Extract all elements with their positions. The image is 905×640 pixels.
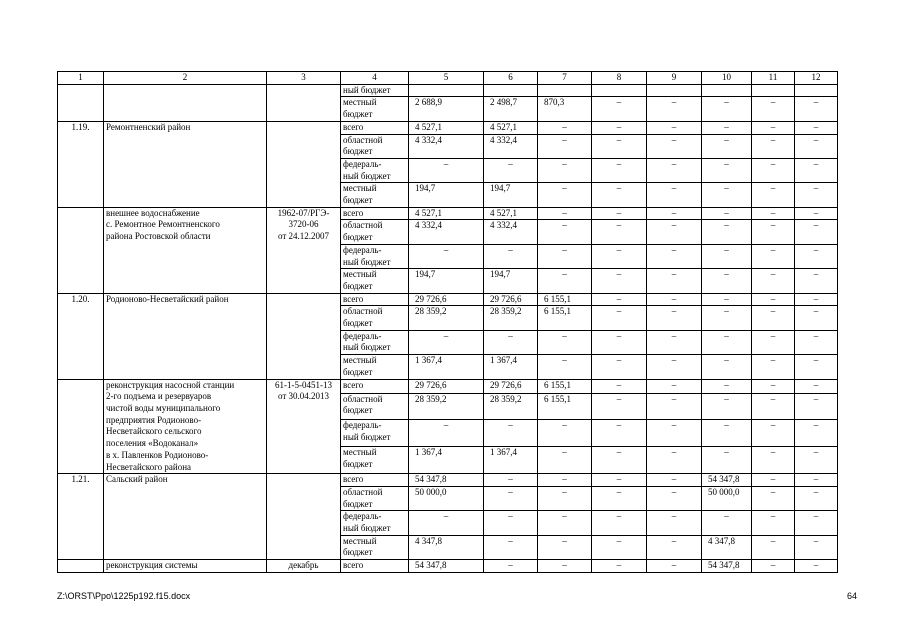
project-doc-cell: [267, 121, 341, 207]
amount-cell: –: [647, 306, 702, 330]
amount-cell: 29 726,6: [484, 379, 538, 393]
table-row: [58, 560, 838, 573]
amount-cell: –: [592, 511, 647, 535]
amount-cell: –: [795, 220, 838, 244]
funding-source-cell: областной бюджет: [341, 486, 409, 510]
item-number-cell: [58, 207, 104, 293]
amount-cell: –: [702, 158, 752, 182]
amount-cell: –: [538, 158, 592, 182]
amount-cell: –: [752, 511, 795, 535]
funding-source-cell: местный бюджет: [341, 535, 409, 559]
table-row: [58, 293, 838, 306]
amount-cell: –: [702, 269, 752, 293]
amount-cell: –: [538, 535, 592, 559]
funding-source-cell: всего: [341, 293, 409, 306]
amount-cell: –: [409, 330, 484, 354]
amount-cell: –: [752, 355, 795, 379]
amount-cell: –: [752, 121, 795, 134]
amount-cell: –: [752, 97, 795, 121]
amount-cell: –: [592, 306, 647, 330]
funding-source-cell: всего: [341, 121, 409, 134]
table-row: [58, 207, 838, 220]
column-number: 1: [58, 72, 104, 85]
column-number: 10: [702, 72, 752, 85]
funding-source-cell: областной бюджет: [341, 220, 409, 244]
amount-cell: –: [752, 535, 795, 559]
funding-source-cell: всего: [341, 474, 409, 487]
project-doc-cell: [267, 474, 341, 560]
amount-cell: –: [702, 97, 752, 121]
amount-cell: –: [647, 269, 702, 293]
amount-cell: 1 367,4: [409, 355, 484, 379]
funding-source-cell: областной бюджет: [341, 306, 409, 330]
amount-cell: –: [484, 486, 538, 510]
amount-cell: 4 527,1: [409, 121, 484, 134]
amount-cell: –: [538, 220, 592, 244]
column-number: 9: [647, 72, 702, 85]
amount-cell: –: [538, 511, 592, 535]
amount-cell: –: [647, 393, 702, 420]
amount-cell: –: [752, 158, 795, 182]
amount-cell: –: [592, 134, 647, 158]
amount-cell: –: [647, 474, 702, 487]
amount-cell: –: [538, 134, 592, 158]
project-doc-cell: декабрь: [267, 560, 341, 573]
amount-cell: –: [795, 474, 838, 487]
amount-cell: –: [592, 244, 647, 268]
amount-cell: –: [752, 330, 795, 354]
amount-cell: 6 155,1: [538, 393, 592, 420]
amount-cell: –: [538, 447, 592, 474]
table-row: [58, 121, 838, 134]
amount-cell: 4 332,4: [409, 134, 484, 158]
amount-cell: –: [795, 269, 838, 293]
funding-source-cell: областной бюджет: [341, 134, 409, 158]
amount-cell: 6 155,1: [538, 306, 592, 330]
object-name-cell: внешнее водоснабжение с. Ремонтное Ремонтненского района Ростовской области: [104, 207, 267, 293]
amount-cell: –: [592, 447, 647, 474]
amount-cell: 4 527,1: [484, 121, 538, 134]
amount-cell: –: [484, 474, 538, 487]
amount-cell: –: [409, 420, 484, 447]
amount-cell: –: [795, 306, 838, 330]
funding-source-cell: местный бюджет: [341, 355, 409, 379]
amount-cell: –: [795, 420, 838, 447]
amount-cell: –: [702, 511, 752, 535]
amount-cell: 6 155,1: [538, 379, 592, 393]
amount-cell: –: [647, 244, 702, 268]
amount-cell: [752, 84, 795, 97]
amount-cell: –: [538, 420, 592, 447]
amount-cell: 2 688,9: [409, 97, 484, 121]
amount-cell: –: [752, 293, 795, 306]
amount-cell: –: [592, 393, 647, 420]
amount-cell: –: [592, 269, 647, 293]
amount-cell: –: [795, 379, 838, 393]
amount-cell: [538, 84, 592, 97]
item-number-cell: 1.21.: [58, 474, 104, 560]
amount-cell: –: [592, 183, 647, 207]
amount-cell: –: [592, 158, 647, 182]
amount-cell: –: [752, 420, 795, 447]
amount-cell: –: [702, 134, 752, 158]
amount-cell: –: [484, 560, 538, 573]
amount-cell: 4 332,4: [409, 220, 484, 244]
amount-cell: 194,7: [409, 269, 484, 293]
funding-source-cell: всего: [341, 379, 409, 393]
amount-cell: –: [795, 486, 838, 510]
amount-cell: –: [795, 511, 838, 535]
amount-cell: –: [795, 535, 838, 559]
amount-cell: –: [538, 183, 592, 207]
amount-cell: –: [752, 244, 795, 268]
table-row: [58, 84, 838, 97]
amount-cell: –: [647, 158, 702, 182]
amount-cell: –: [795, 183, 838, 207]
amount-cell: –: [538, 269, 592, 293]
amount-cell: –: [752, 379, 795, 393]
amount-cell: –: [592, 220, 647, 244]
amount-cell: –: [538, 474, 592, 487]
funding-source-cell: федераль- ный бюджет: [341, 158, 409, 182]
amount-cell: –: [592, 379, 647, 393]
amount-cell: –: [795, 560, 838, 573]
amount-cell: –: [752, 393, 795, 420]
amount-cell: –: [484, 244, 538, 268]
amount-cell: 1 367,4: [484, 355, 538, 379]
column-number: 11: [752, 72, 795, 85]
item-number-cell: 1.20.: [58, 293, 104, 379]
table-body: [58, 72, 838, 573]
funding-source-cell: областной бюджет: [341, 393, 409, 420]
amount-cell: –: [702, 355, 752, 379]
amount-cell: –: [702, 447, 752, 474]
amount-cell: –: [702, 220, 752, 244]
amount-cell: –: [647, 183, 702, 207]
amount-cell: –: [647, 486, 702, 510]
amount-cell: –: [752, 486, 795, 510]
column-number: 3: [267, 72, 341, 85]
amount-cell: –: [647, 560, 702, 573]
amount-cell: 4 527,1: [484, 207, 538, 220]
amount-cell: –: [702, 121, 752, 134]
column-number: 8: [592, 72, 647, 85]
amount-cell: –: [752, 474, 795, 487]
column-number-row: [58, 72, 838, 85]
amount-cell: 28 359,2: [484, 393, 538, 420]
amount-cell: –: [752, 220, 795, 244]
object-name-cell: [104, 84, 267, 121]
object-name-cell: реконструкция системы: [104, 560, 267, 573]
funding-source-cell: всего: [341, 207, 409, 220]
amount-cell: –: [592, 486, 647, 510]
amount-cell: –: [647, 447, 702, 474]
amount-cell: –: [795, 293, 838, 306]
amount-cell: –: [592, 474, 647, 487]
funding-source-cell: федераль- ный бюджет: [341, 511, 409, 535]
amount-cell: –: [647, 379, 702, 393]
amount-cell: 29 726,6: [484, 293, 538, 306]
amount-cell: –: [592, 121, 647, 134]
amount-cell: –: [409, 244, 484, 268]
amount-cell: 50 000,0: [702, 486, 752, 510]
amount-cell: –: [702, 379, 752, 393]
amount-cell: 4 347,8: [409, 535, 484, 559]
amount-cell: –: [647, 355, 702, 379]
funding-source-cell: федераль- ный бюджет: [341, 420, 409, 447]
amount-cell: –: [702, 183, 752, 207]
amount-cell: [592, 84, 647, 97]
amount-cell: –: [592, 330, 647, 354]
amount-cell: –: [795, 447, 838, 474]
amount-cell: –: [647, 293, 702, 306]
project-doc-cell: [267, 84, 341, 121]
amount-cell: 54 347,8: [409, 474, 484, 487]
amount-cell: –: [592, 560, 647, 573]
amount-cell: 29 726,6: [409, 293, 484, 306]
amount-cell: –: [702, 293, 752, 306]
amount-cell: –: [752, 447, 795, 474]
amount-cell: [484, 84, 538, 97]
amount-cell: –: [538, 207, 592, 220]
amount-cell: 2 498,7: [484, 97, 538, 121]
amount-cell: –: [592, 97, 647, 121]
amount-cell: 50 000,0: [409, 486, 484, 510]
item-number-cell: [58, 84, 104, 121]
amount-cell: [795, 84, 838, 97]
object-name-cell: реконструкция насосной станции 2-го подъема и резервуаров чистой воды муниципального предприятия Родионово- Несветайского сельского поселения «Водоканал» в х. Павленков Родионово- Несветайского района: [104, 379, 267, 474]
amount-cell: –: [538, 486, 592, 510]
amount-cell: –: [592, 355, 647, 379]
project-doc-cell: [267, 293, 341, 379]
amount-cell: 4 332,4: [484, 134, 538, 158]
amount-cell: –: [647, 220, 702, 244]
column-number: 2: [104, 72, 267, 85]
funding-source-cell: федераль- ный бюджет: [341, 330, 409, 354]
funding-source-cell: ный бюджет: [341, 84, 409, 97]
amount-cell: –: [538, 355, 592, 379]
amount-cell: –: [647, 511, 702, 535]
column-number: 7: [538, 72, 592, 85]
amount-cell: –: [484, 535, 538, 559]
project-doc-cell: 1962-07/РГЭ- 3720-06 от 24.12.2007: [267, 207, 341, 293]
amount-cell: –: [702, 330, 752, 354]
amount-cell: –: [647, 121, 702, 134]
amount-cell: –: [795, 158, 838, 182]
amount-cell: –: [795, 121, 838, 134]
amount-cell: –: [702, 306, 752, 330]
amount-cell: 4 332,4: [484, 220, 538, 244]
amount-cell: –: [647, 134, 702, 158]
amount-cell: –: [409, 511, 484, 535]
amount-cell: –: [795, 393, 838, 420]
project-doc-cell: 61-1-5-0451-13 от 30.04.2013: [267, 379, 341, 474]
amount-cell: 6 155,1: [538, 293, 592, 306]
amount-cell: 1 367,4: [409, 447, 484, 474]
amount-cell: –: [484, 420, 538, 447]
object-name-cell: Ремонтненский район: [104, 121, 267, 207]
amount-cell: 29 726,6: [409, 379, 484, 393]
amount-cell: –: [795, 207, 838, 220]
amount-cell: –: [795, 244, 838, 268]
funding-source-cell: местный бюджет: [341, 97, 409, 121]
column-number: 12: [795, 72, 838, 85]
column-number: 4: [341, 72, 409, 85]
amount-cell: 870,3: [538, 97, 592, 121]
amount-cell: –: [484, 511, 538, 535]
amount-cell: –: [592, 293, 647, 306]
amount-cell: 28 359,2: [484, 306, 538, 330]
amount-cell: 1 367,4: [484, 447, 538, 474]
amount-cell: –: [647, 535, 702, 559]
amount-cell: 54 347,8: [702, 560, 752, 573]
amount-cell: –: [538, 560, 592, 573]
amount-cell: –: [409, 158, 484, 182]
page-number: 64: [846, 591, 857, 601]
amount-cell: –: [752, 269, 795, 293]
object-name-cell: Родионово-Несветайский район: [104, 293, 267, 379]
funding-source-cell: местный бюджет: [341, 447, 409, 474]
amount-cell: –: [647, 420, 702, 447]
amount-cell: 194,7: [409, 183, 484, 207]
amount-cell: –: [702, 207, 752, 220]
amount-cell: –: [592, 420, 647, 447]
item-number-cell: [58, 379, 104, 474]
item-number-cell: [58, 560, 104, 573]
amount-cell: –: [647, 330, 702, 354]
footer-file-path: Z:\ORST\Ppo\1225p192.f15.docx: [57, 591, 191, 601]
table-row: [58, 379, 838, 393]
amount-cell: –: [795, 97, 838, 121]
amount-cell: –: [795, 134, 838, 158]
amount-cell: [702, 84, 752, 97]
amount-cell: 4 527,1: [409, 207, 484, 220]
amount-cell: –: [702, 244, 752, 268]
amount-cell: –: [752, 560, 795, 573]
amount-cell: 194,7: [484, 183, 538, 207]
funding-source-cell: местный бюджет: [341, 269, 409, 293]
budget-table: [57, 71, 838, 573]
amount-cell: –: [752, 207, 795, 220]
amount-cell: –: [538, 244, 592, 268]
amount-cell: –: [702, 420, 752, 447]
amount-cell: –: [795, 330, 838, 354]
amount-cell: [647, 84, 702, 97]
funding-source-cell: всего: [341, 560, 409, 573]
funding-source-cell: федераль- ный бюджет: [341, 244, 409, 268]
amount-cell: –: [484, 158, 538, 182]
amount-cell: –: [752, 183, 795, 207]
column-number: 6: [484, 72, 538, 85]
object-name-cell: Сальский район: [104, 474, 267, 560]
amount-cell: 28 359,2: [409, 393, 484, 420]
amount-cell: 28 359,2: [409, 306, 484, 330]
amount-cell: –: [752, 134, 795, 158]
amount-cell: 54 347,8: [702, 474, 752, 487]
amount-cell: –: [484, 330, 538, 354]
amount-cell: –: [538, 330, 592, 354]
amount-cell: –: [702, 393, 752, 420]
column-number: 5: [409, 72, 484, 85]
amount-cell: –: [592, 535, 647, 559]
amount-cell: 194,7: [484, 269, 538, 293]
amount-cell: –: [592, 207, 647, 220]
amount-cell: –: [795, 355, 838, 379]
amount-cell: –: [538, 121, 592, 134]
amount-cell: –: [647, 207, 702, 220]
amount-cell: –: [647, 97, 702, 121]
amount-cell: [409, 84, 484, 97]
table-row: [58, 474, 838, 487]
amount-cell: 4 347,8: [702, 535, 752, 559]
amount-cell: 54 347,8: [409, 560, 484, 573]
amount-cell: –: [752, 306, 795, 330]
funding-source-cell: местный бюджет: [341, 183, 409, 207]
item-number-cell: 1.19.: [58, 121, 104, 207]
